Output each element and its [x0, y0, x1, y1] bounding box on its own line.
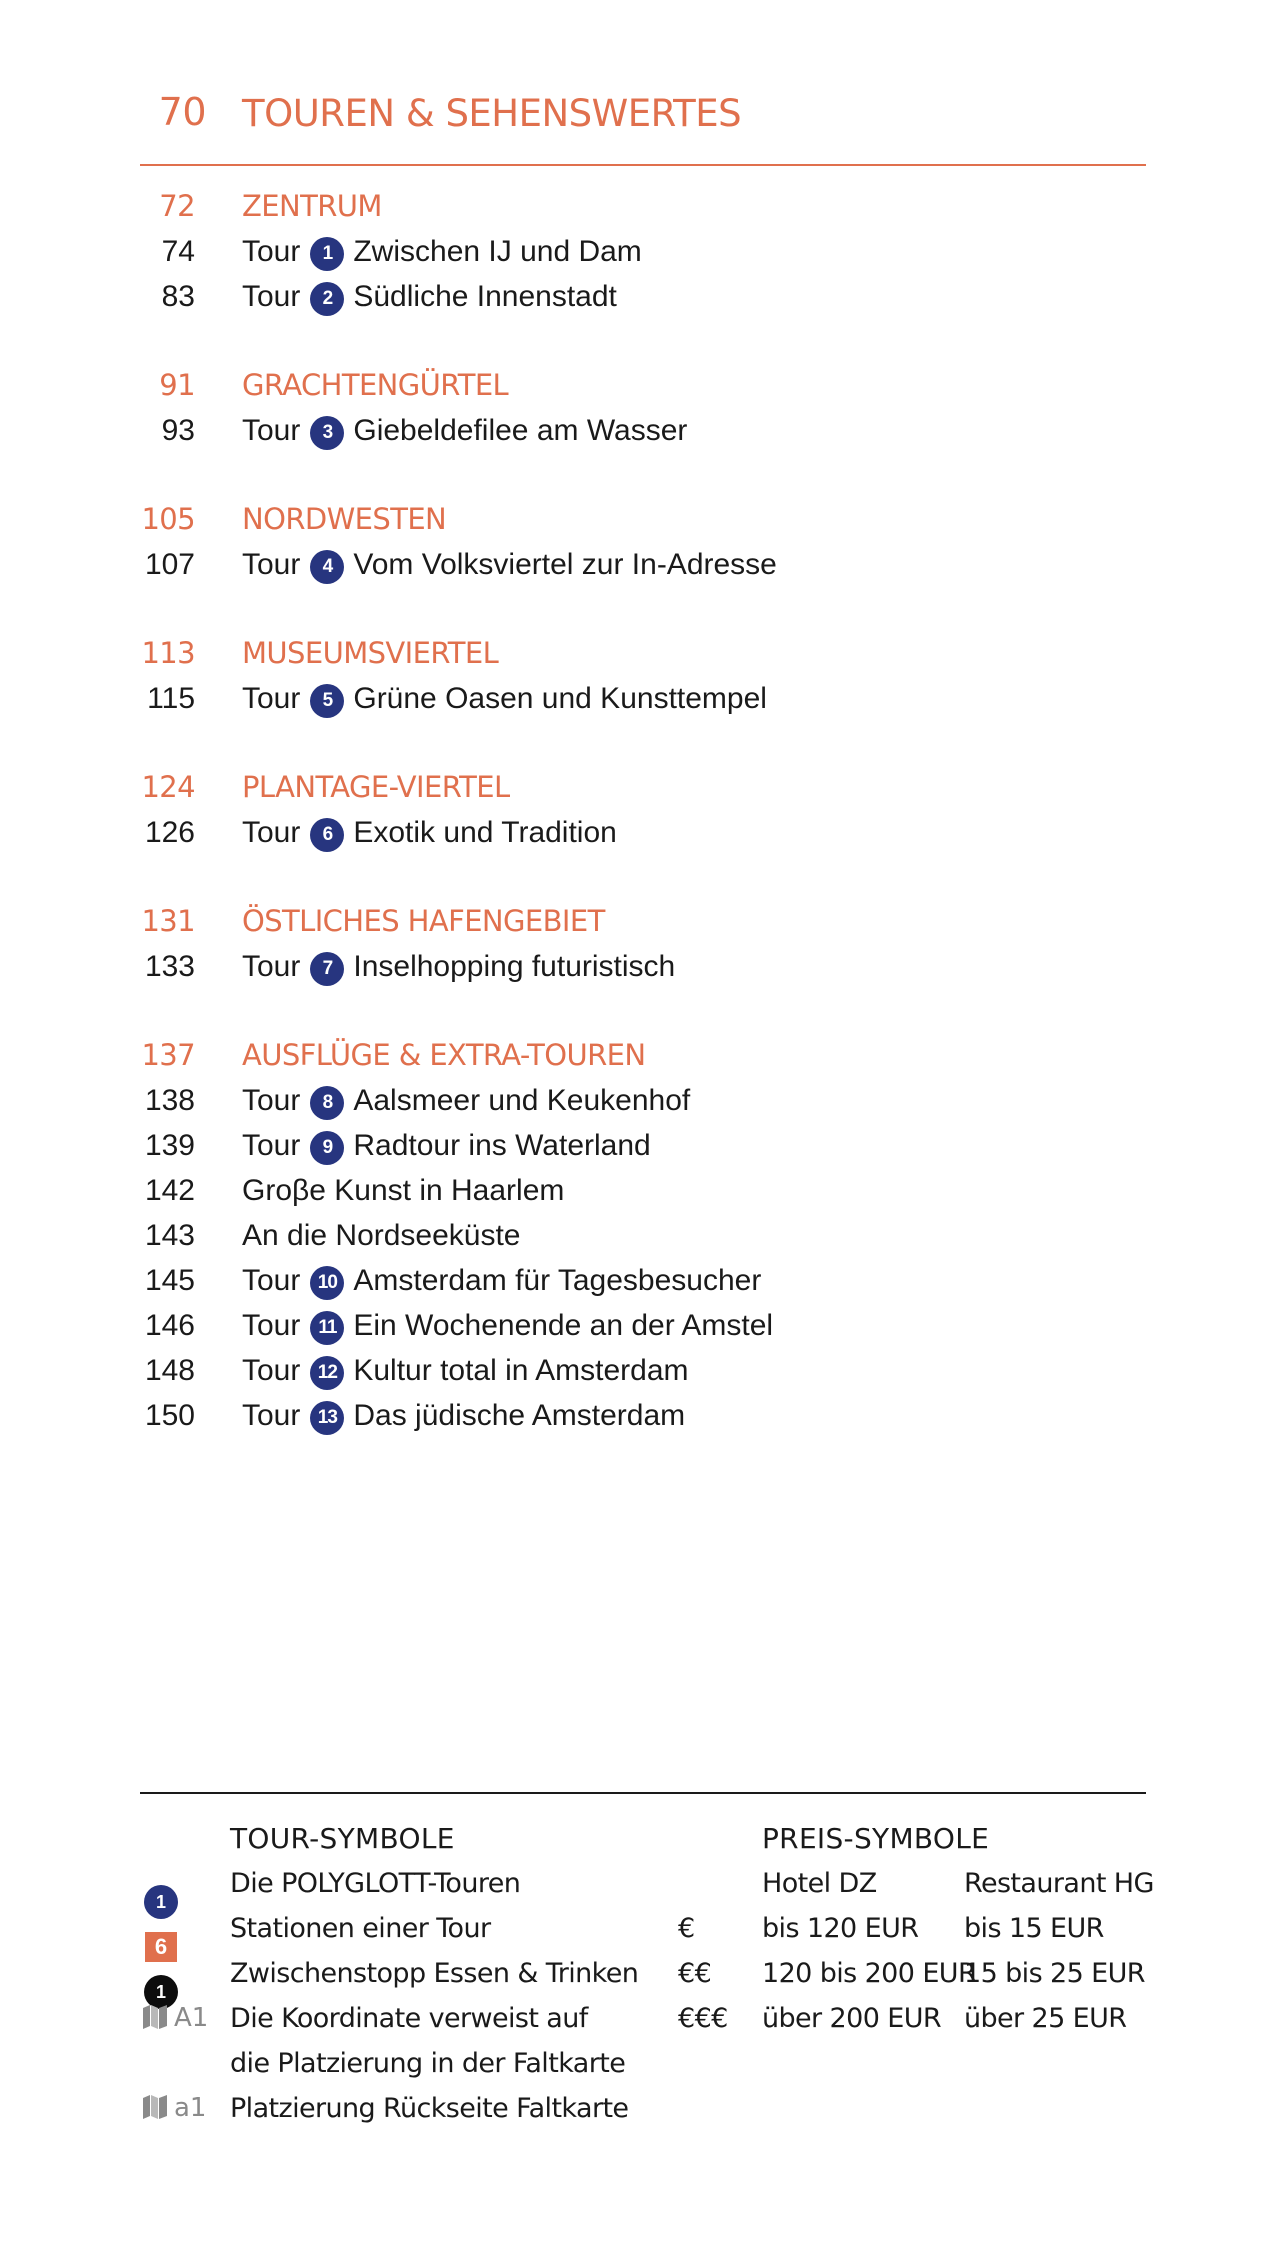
entry-text-line	[242, 1303, 773, 1348]
food-stop-badge-icon: 1	[144, 1975, 178, 2009]
tour-prefix: Tour	[242, 1399, 301, 1432]
toc-section	[140, 631, 1146, 721]
entry-text-line	[242, 944, 675, 989]
tour-prefix: Tour	[242, 1309, 301, 1342]
entry-title: Das jüdische Amsterdam	[353, 1399, 686, 1432]
entry-title: Amsterdam für Tagesbesucher	[353, 1264, 762, 1297]
chapter-page-number: 70	[158, 90, 206, 134]
price-column-restaurant: Restaurant HG	[964, 1868, 1154, 1899]
map-coordinate-label-line-1: Die Koordinate verweist auf	[230, 2003, 588, 2034]
toc-entry[interactable]	[140, 1348, 1146, 1393]
toc-entry[interactable]	[140, 408, 1146, 453]
tour-number-badge-icon: 10	[310, 1266, 344, 1300]
tour-symbols-heading: TOUR-SYMBOLE	[230, 1822, 455, 1855]
entry-page-number: 143	[144, 1219, 195, 1252]
entry-title: Radtour ins Waterland	[353, 1129, 651, 1162]
section-page-number: 131	[141, 904, 195, 938]
price-symbols-heading: PREIS-SYMBOLE	[762, 1822, 990, 1855]
tour-symbol-label: Die POLYGLOTT-Touren	[230, 1868, 521, 1899]
toc-section	[140, 1033, 1146, 1438]
section-title: GRACHTENGÜRTEL	[242, 368, 509, 402]
tour-number-badge-icon: 11	[310, 1311, 344, 1345]
toc-entry[interactable]	[140, 1303, 1146, 1348]
tour-number-badge-icon: 5	[310, 684, 344, 718]
toc-entry[interactable]	[140, 542, 1146, 587]
price-symbol: €	[678, 1913, 695, 1944]
section-page-number: 105	[141, 502, 195, 536]
map-coordinate-label-line-2: die Platzierung in der Faltkarte	[230, 2048, 626, 2079]
tour-prefix: Tour	[242, 1264, 301, 1297]
entry-text-line	[242, 1393, 685, 1438]
entry-page-number: 126	[144, 816, 195, 849]
section-title: PLANTAGE-VIERTEL	[242, 770, 510, 804]
map-coordinate-symbol	[142, 1996, 208, 2041]
entry-title: Groβe Kunst in Haarlem	[242, 1174, 565, 1207]
tour-number-badge-icon: 1	[144, 1885, 178, 1919]
station-symbol-label: Stationen einer Tour	[230, 1913, 491, 1944]
entry-text-line	[242, 542, 777, 587]
chapter-header	[140, 88, 1146, 166]
toc-entry[interactable]	[140, 274, 1146, 319]
entry-title: Grüne Oasen und Kunsttempel	[353, 682, 767, 715]
section-title: MUSEUMSVIERTEL	[242, 636, 499, 670]
section-title: AUSFLÜGE & EXTRA-TOUREN	[242, 1038, 646, 1072]
entry-title: Kultur total in Amsterdam	[353, 1354, 689, 1387]
toc-section-heading[interactable]	[140, 631, 1146, 676]
section-page-number: 72	[159, 189, 195, 223]
tour-prefix: Tour	[242, 548, 301, 581]
price-hotel: 120 bis 200 EUR	[762, 1958, 977, 1989]
entry-text-line	[242, 274, 617, 319]
entry-title: Aalsmeer und Keukenhof	[353, 1084, 691, 1117]
map-back-code: a1	[174, 2093, 207, 2123]
toc-entry[interactable]	[140, 944, 1146, 989]
tour-number-badge-icon: 3	[310, 416, 344, 450]
entry-text-line	[242, 1078, 690, 1123]
toc-section	[140, 899, 1146, 989]
price-symbol: €€	[678, 1958, 712, 1989]
tour-prefix: Tour	[242, 816, 301, 849]
tour-prefix: Tour	[242, 1129, 301, 1162]
tour-prefix: Tour	[242, 414, 301, 447]
entry-text-line	[242, 810, 617, 855]
toc-entry[interactable]	[140, 1123, 1146, 1168]
entry-page-number: 93	[161, 414, 195, 447]
section-title: ÖSTLICHES HAFENGEBIET	[242, 904, 605, 938]
tour-number-badge-icon: 7	[310, 952, 344, 986]
tour-prefix: Tour	[242, 950, 301, 983]
entry-page-number: 148	[144, 1354, 195, 1387]
legend	[140, 1792, 1154, 2134]
section-title: NORDWESTEN	[242, 502, 447, 536]
tour-prefix: Tour	[242, 235, 301, 268]
price-column-hotel: Hotel DZ	[762, 1868, 877, 1899]
toc-section-heading[interactable]	[140, 363, 1146, 408]
toc-entry[interactable]	[140, 1393, 1146, 1438]
entry-text-line	[242, 229, 642, 274]
entry-text-line	[242, 408, 687, 453]
entry-page-number: 145	[144, 1264, 195, 1297]
map-coordinate-code: A1	[174, 2003, 209, 2033]
folded-map-icon	[142, 2004, 168, 2030]
section-page-number: 124	[141, 770, 195, 804]
tour-number-badge-icon: 6	[310, 818, 344, 852]
tour-prefix: Tour	[242, 1084, 301, 1117]
tour-prefix: Tour	[242, 1354, 301, 1387]
entry-text-line	[242, 1213, 521, 1258]
toc-section-heading[interactable]	[140, 1033, 1146, 1078]
price-restaurant: über 25 EUR	[964, 2003, 1127, 2034]
entry-title: Giebeldefilee am Wasser	[353, 414, 688, 447]
map-back-symbol	[142, 2086, 206, 2131]
entry-text-line	[242, 1258, 761, 1303]
tour-number-badge-icon: 2	[310, 282, 344, 316]
entry-text-line	[242, 1348, 689, 1393]
entry-page-number: 107	[144, 548, 195, 581]
food-stop-label: Zwischenstopp Essen & Trinken	[230, 1958, 639, 1989]
entry-title: Südliche Innenstadt	[353, 280, 617, 313]
table-of-contents	[140, 184, 1146, 1482]
entry-page-number: 150	[144, 1399, 195, 1432]
section-page-number: 91	[159, 368, 195, 402]
entry-page-number: 142	[144, 1174, 195, 1207]
entry-page-number: 115	[147, 682, 195, 715]
entry-title: Vom Volksviertel zur In-Adresse	[353, 548, 777, 581]
entry-page-number: 133	[144, 950, 195, 983]
entry-title: Exotik und Tradition	[353, 816, 617, 849]
price-restaurant: 15 bis 25 EUR	[964, 1958, 1145, 1989]
entry-page-number: 146	[144, 1309, 195, 1342]
entry-title: Zwischen IJ und Dam	[353, 235, 642, 268]
toc-entry[interactable]	[140, 1168, 1146, 1213]
section-title: ZENTRUM	[242, 189, 382, 223]
entry-page-number: 139	[144, 1129, 195, 1162]
toc-section	[140, 497, 1146, 587]
toc-entry[interactable]	[140, 1213, 1146, 1258]
price-symbol: €€€	[678, 2003, 728, 2034]
entry-page-number: 83	[161, 280, 195, 313]
tour-number-badge-icon: 13	[310, 1401, 344, 1435]
toc-section-heading[interactable]	[140, 184, 1146, 229]
tour-number-badge-icon: 12	[310, 1356, 344, 1390]
map-back-label: Platzierung Rückseite Faltkarte	[230, 2093, 629, 2124]
price-hotel: bis 120 EUR	[762, 1913, 919, 1944]
entry-text-line	[242, 1168, 564, 1213]
toc-section	[140, 765, 1146, 855]
tour-number-badge-icon: 1	[310, 237, 344, 271]
tour-prefix: Tour	[242, 682, 301, 715]
toc-section	[140, 363, 1146, 453]
entry-page-number: 138	[144, 1084, 195, 1117]
toc-section	[140, 184, 1146, 319]
entry-text-line	[242, 1123, 651, 1168]
section-page-number: 137	[141, 1038, 195, 1072]
toc-entry[interactable]	[140, 229, 1146, 274]
toc-section-heading[interactable]	[140, 765, 1146, 810]
toc-section-heading[interactable]	[140, 899, 1146, 944]
station-number-badge-icon: 6	[145, 1932, 177, 1962]
toc-entry[interactable]	[140, 810, 1146, 855]
tour-number-badge-icon: 9	[310, 1131, 344, 1165]
tour-number-badge-icon: 4	[310, 550, 344, 584]
entry-title: An die Nordseeküste	[242, 1219, 521, 1252]
price-restaurant: bis 15 EUR	[964, 1913, 1104, 1944]
entry-page-number: 74	[161, 235, 195, 268]
entry-text-line	[242, 676, 767, 721]
entry-title: Inselhopping futuristisch	[353, 950, 676, 983]
toc-entry[interactable]	[140, 676, 1146, 721]
toc-section-heading[interactable]	[140, 497, 1146, 542]
toc-entry[interactable]	[140, 1078, 1146, 1123]
folded-map-icon	[142, 2094, 168, 2120]
toc-entry[interactable]	[140, 1258, 1146, 1303]
price-hotel: über 200 EUR	[762, 2003, 942, 2034]
entry-title: Ein Wochenende an der Amstel	[353, 1309, 774, 1342]
chapter-title: TOUREN & SEHENSWERTES	[242, 92, 742, 135]
tour-prefix: Tour	[242, 280, 301, 313]
tour-number-badge-icon: 8	[310, 1086, 344, 1120]
section-page-number: 113	[141, 636, 195, 670]
